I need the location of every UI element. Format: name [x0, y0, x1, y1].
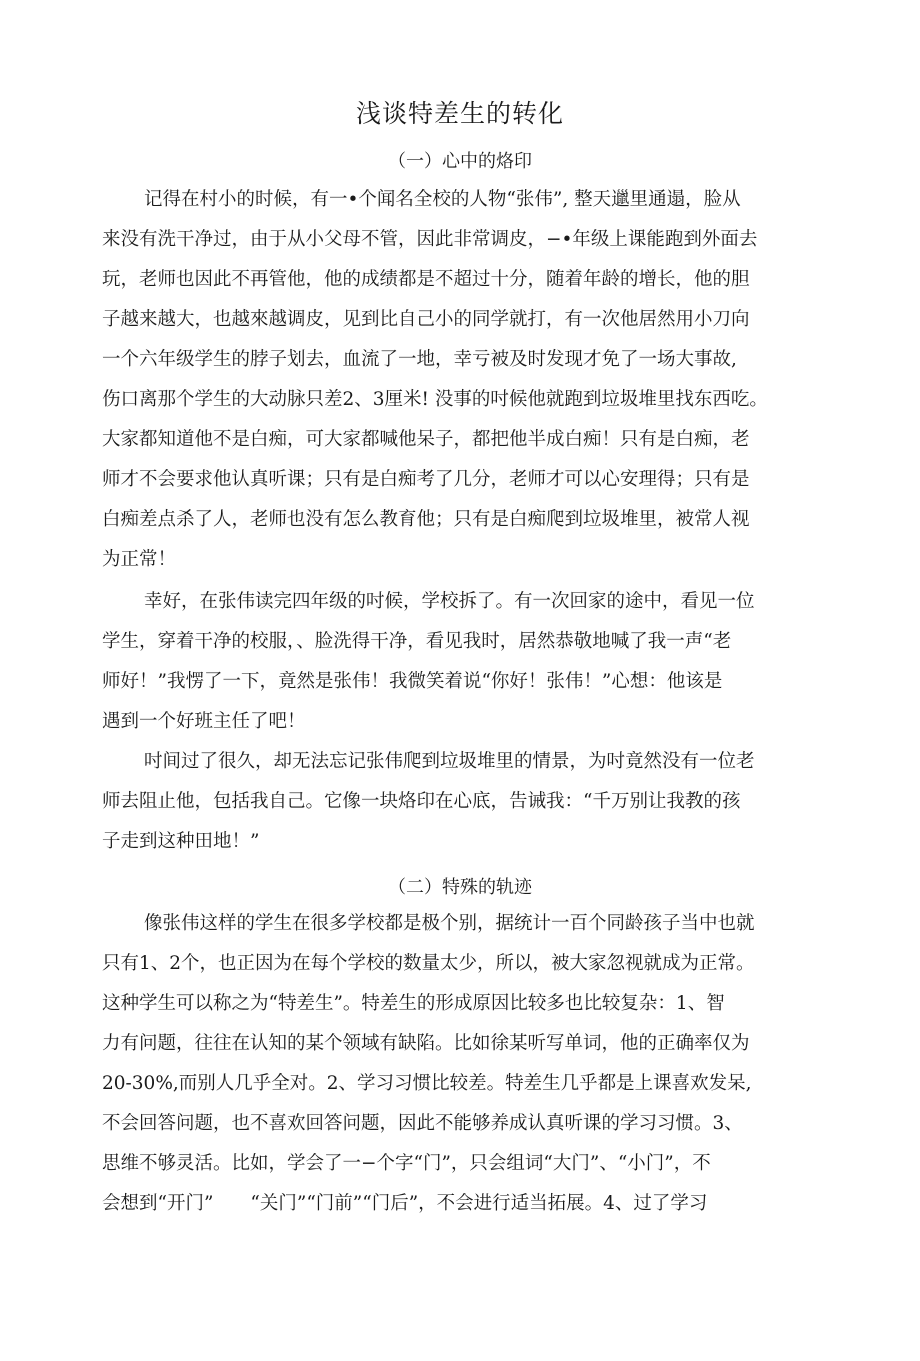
paragraph-line: 遇到一个好班主任了吧！: [102, 711, 306, 732]
paragraph-line: 玩，老师也因此不再管他，他的成绩都是不超过十分，随着年龄的增长，他的胆: [102, 269, 750, 290]
paragraph-line: 来没有洗干净过，由于从小父母不管，因此非常调皮，−•年级上课能跑到外面去: [102, 229, 758, 250]
paragraph-line: 大家都知道他不是白痴，可大家都喊他呆子，都把他半成白痴！只有是白痴，老: [102, 429, 750, 450]
paragraph-line: 会想到“开门” “关门”“门前”“门后”，不会进行适当拓展。4、过了学习: [102, 1193, 708, 1214]
paragraph-line: 一个六年级学生的脖子划去，血流了一地，幸亏被及时发现才免了一场大事故,: [102, 349, 737, 370]
paragraph-line: 为正常！: [102, 549, 177, 570]
paragraph-line: 子走到这种田地！”: [102, 831, 260, 852]
paragraph-line: 子越来越大，也越來越调皮，见到比自己小的同学就打，有一次他居然用小刀向: [102, 309, 750, 330]
paragraph-line: 师才不会要求他认真听课；只有是白痴考了几分，老师才可以心安理得；只有是: [102, 469, 750, 490]
paragraph-line: 像张伟这样的学生在很多学校都是极个别，据统计一百个同龄孩子当中也就: [144, 913, 755, 934]
paragraph-line: 记得在村小的时候，有一•个闻名全校的人物“张伟”, 整天邋里通遢，脸从: [144, 189, 741, 210]
document-title: 浅谈特差生的转化: [355, 99, 564, 128]
paragraph-line: 思维不够灵活。比如，学会了一−个字“门”，只会组词“大门”、“小门”，不: [102, 1153, 711, 1174]
paragraph-line: 只有1、2个，也正因为在每个学校的数量太少，所以，被大家忽视就成为正常。: [102, 953, 755, 974]
paragraph-line: 师好！”我愣了一下，竟然是张伟！我微笑着说“你好！张伟！”心想：他该是: [102, 671, 723, 692]
paragraph-line: 白痴差点杀了人，老师也没有怎么教育他；只有是白痴爬到垃圾堆里，被常人视: [102, 509, 750, 530]
section-heading-1: （一）心中的烙印: [388, 151, 532, 172]
paragraph-line: 学生，穿着干净的校服，、脸洗得干净，看见我时，居然恭敬地喊了我一声“老: [102, 631, 732, 652]
paragraph-line: 20-30%,而别人几乎全对。2、学习习惯比较差。特差生几乎都是上课喜欢发呆,: [102, 1073, 752, 1094]
section-heading-2: （二）特殊的轨迹: [388, 877, 532, 898]
paragraph-line: 伤口离那个学生的大动脉只差2、3厘米! 没事的吋候他就跑到垃圾堆里找东西吃。: [102, 389, 768, 410]
paragraph-line: 幸好，在张伟读完四年级的吋候，学校拆了。有一次回家的途中，看见一位: [144, 591, 755, 612]
paragraph-line: 不会回答问题，也不喜欢回答问题，因此不能够养成认真听课的学习习惯。3、: [102, 1113, 743, 1134]
paragraph-line: 这种学生可以称之为“特差生”。特差生的形成原因比较多也比较复杂：1、智: [102, 993, 725, 1014]
paragraph-line: 吋间过了很久，却无法忘记张伟爬到垃圾堆里的情景，为吋竟然没有一位老: [144, 751, 755, 772]
paragraph-line: 师去阻止他，包括我自己。它像一块烙印在心底，告诫我：“千万别让我教的孩: [102, 791, 741, 812]
paragraph-line: 力有问题，往往在认知的某个领域有缺陷。比如徐某听写单词，他的正确率仅为: [102, 1033, 750, 1054]
